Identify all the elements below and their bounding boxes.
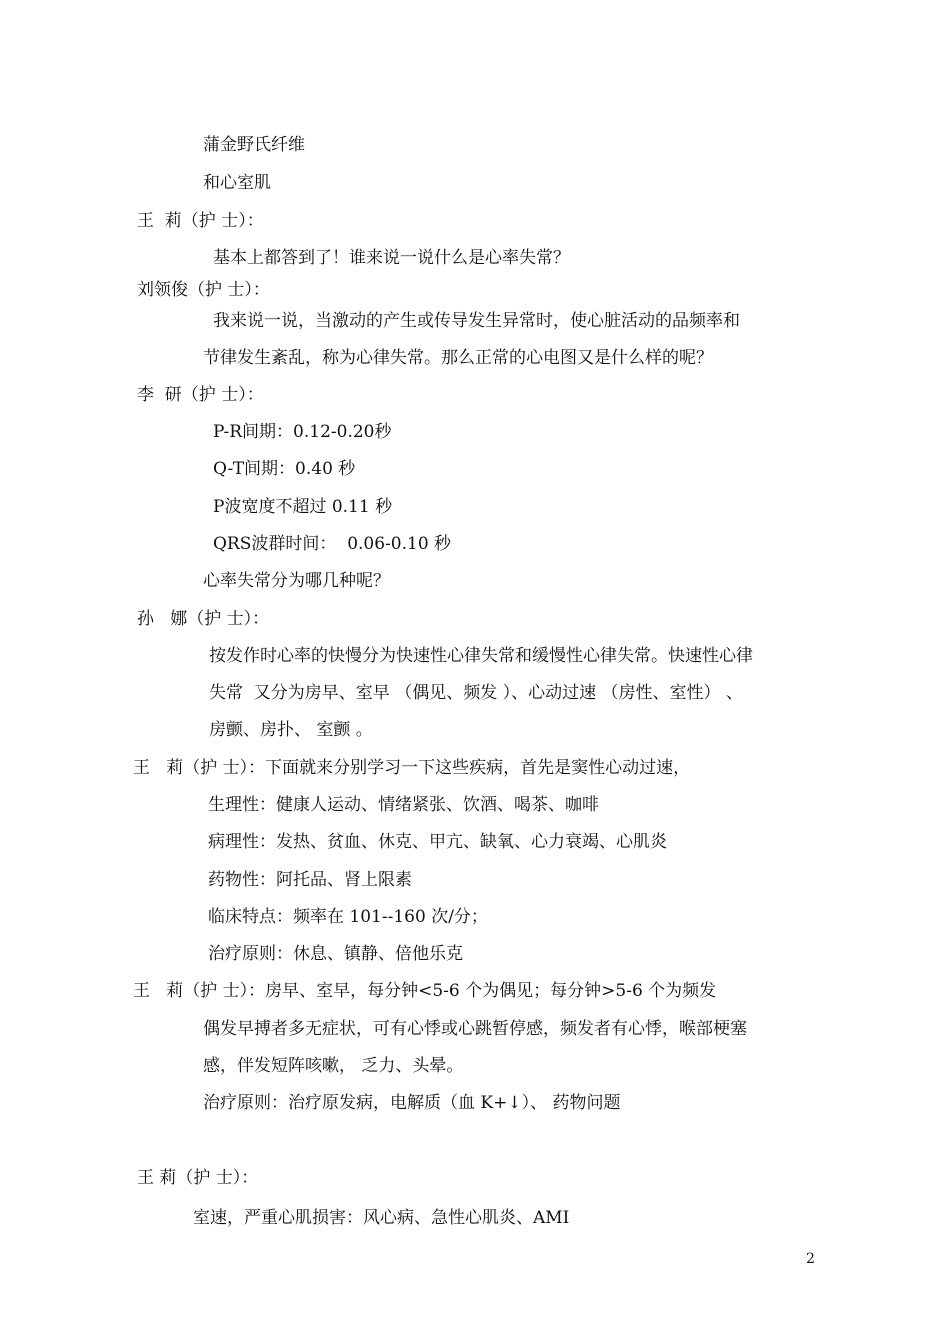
text-line: 生理性：健康人运动、情绪紧张、饮酒、喝茶、咖啡 [208,795,599,815]
text-line: 室速，严重心肌损害：风心病、急性心肌炎、AMI [193,1208,570,1228]
text-line: 失常 又分为房早、室早 （偶见、频发 ）、心动过速 （房性、室性） 、 [209,683,743,703]
speaker-label: 王 莉（护 士）：房早、室早，每分钟<5-6 个为偶见；每分钟>5-6 个为频发 [133,981,717,1001]
text-line: Q-T间期：0.40 秒 [213,459,356,479]
text-line: 节律发生紊乱，称为心律失常。那么正常的心电图又是什么样的呢？ [203,348,713,368]
text-line: P-R间期：0.12-0.20秒 [213,422,392,442]
text-line: 房颤、房扑、 室颤 。 [209,720,373,740]
text-line: 蒲金野氏纤维 [203,135,305,155]
page-number: 2 [806,1251,815,1267]
speaker-label: 王 莉（护 士）： [137,211,264,231]
text-line: 药物性：阿托品、肾上限素 [208,870,412,890]
text-line: 治疗原则：休息、镇静、倍他乐克 [208,944,463,964]
text-line: 偶发早搏者多无症状，可有心悸或心跳暂停感，频发者有心悸，喉部梗塞 [203,1019,747,1039]
text-line: 和心室肌 [203,173,271,193]
text-line: QRS波群时间： 0.06-0.10 秒 [213,534,452,554]
text-line: 病理性：发热、贫血、休克、甲亢、缺氧、心力衰竭、心肌炎 [208,832,667,852]
text-line: 心率失常分为哪几种呢？ [203,571,390,591]
speaker-label: 孙 娜（护 士）： [137,609,270,629]
speaker-label: 李 研（护 士）： [137,385,264,405]
text-line: 我来说一说，当激动的产生或传导发生异常时，使心脏活动的品频率和 [213,311,740,331]
text-line: 治疗原则：治疗原发病，电解质（血 K+↓）、 药物问题 [203,1093,621,1113]
speaker-label: 刘领俊（护 士）： [137,280,270,300]
speaker-label: 王 莉（护 士）： [137,1168,259,1188]
text-line: 感，伴发短阵咳嗽， 乏力、头晕。 [203,1056,464,1076]
text-line: P波宽度不超过 0.11 秒 [213,497,393,517]
text-line: 按发作时心率的快慢分为快速性心律失常和缓慢性心律失常。快速性心律 [209,646,753,666]
text-line: 临床特点：频率在 101--160 次/分； [208,907,488,927]
speaker-label: 王 莉（护 士）：下面就来分别学习一下这些疾病，首先是窦性心动过速， [133,758,691,778]
text-line: 基本上都答到了！谁来说一说什么是心率失常？ [213,248,570,268]
